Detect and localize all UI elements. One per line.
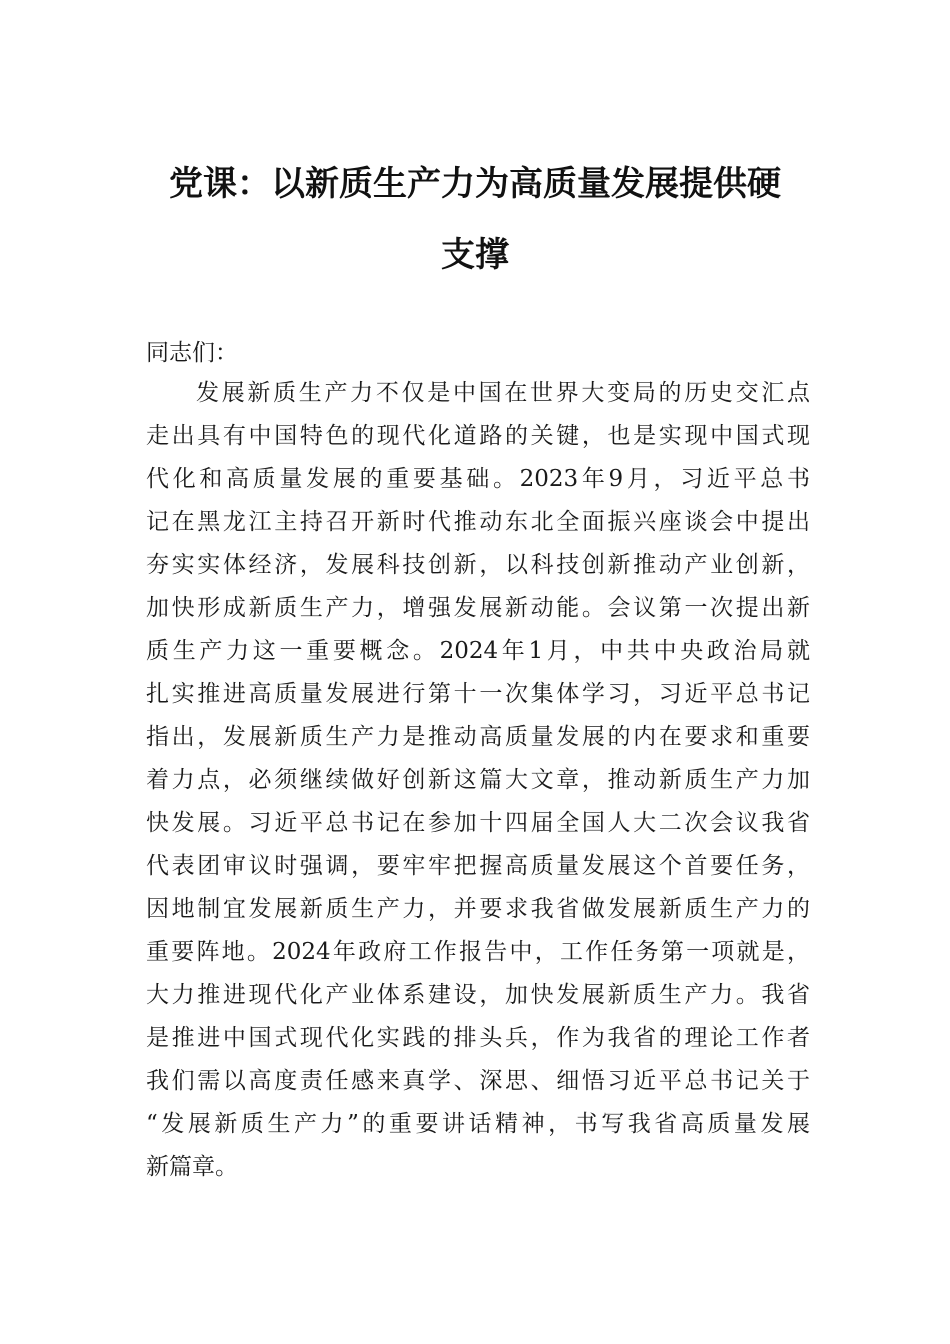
document-title-line-2: 支撑: [441, 235, 509, 275]
paragraph-line: 快发展。习近平总书记在参加十四届全国人大二次会议我省: [146, 810, 810, 836]
paragraph-line: 是推进中国式现代化实践的排头兵，作为我省的理论工作者: [146, 1025, 810, 1051]
paragraph-line: 重要阵地。2024年政府工作报告中，工作任务第一项就是，: [146, 939, 810, 965]
paragraph-line: 夯实实体经济，发展科技创新，以科技创新推动产业创新，: [146, 552, 810, 578]
paragraph-line: 我们需以高度责任感来真学、深思、细悟习近平总书记关于: [146, 1068, 810, 1094]
paragraph-line: 因地制宜发展新质生产力，并要求我省做发展新质生产力的: [146, 896, 810, 922]
paragraph-line: 记在黑龙江主持召开新时代推动东北全面振兴座谈会中提出: [146, 509, 810, 535]
paragraph-line: 着力点，必须继续做好创新这篇大文章，推动新质生产力加: [146, 767, 810, 793]
paragraph-line: 新篇章。: [146, 1154, 238, 1180]
document-title-line-1: 党课：以新质生产力为高质量发展提供硬: [169, 164, 781, 204]
paragraph-line: 质生产力这一重要概念。2024年1月，中共中央政治局就: [146, 638, 810, 664]
paragraph-line: 扎实推进高质量发展进行第十一次集体学习，习近平总书记: [146, 681, 810, 707]
paragraph-line: 大力推进现代化产业体系建设，加快发展新质生产力。我省: [146, 982, 810, 1008]
salutation: 同志们：: [146, 340, 238, 366]
paragraph-line: 指出，发展新质生产力是推动高质量发展的内在要求和重要: [146, 724, 810, 750]
paragraph-line: 代表团审议时强调，要牢牢把握高质量发展这个首要任务，: [146, 853, 810, 879]
paragraph-line: 加快形成新质生产力，增强发展新动能。会议第一次提出新: [146, 595, 810, 621]
paragraph-line: 代化和高质量发展的重要基础。2023年9月，习近平总书: [146, 466, 810, 492]
paragraph-line: 走出具有中国特色的现代化道路的关键，也是实现中国式现: [146, 423, 810, 449]
paragraph-line: 发展新质生产力不仅是中国在世界大变局的历史交汇点: [196, 380, 810, 406]
paragraph-line: “发展新质生产力”的重要讲话精神，书写我省高质量发展: [146, 1111, 810, 1137]
